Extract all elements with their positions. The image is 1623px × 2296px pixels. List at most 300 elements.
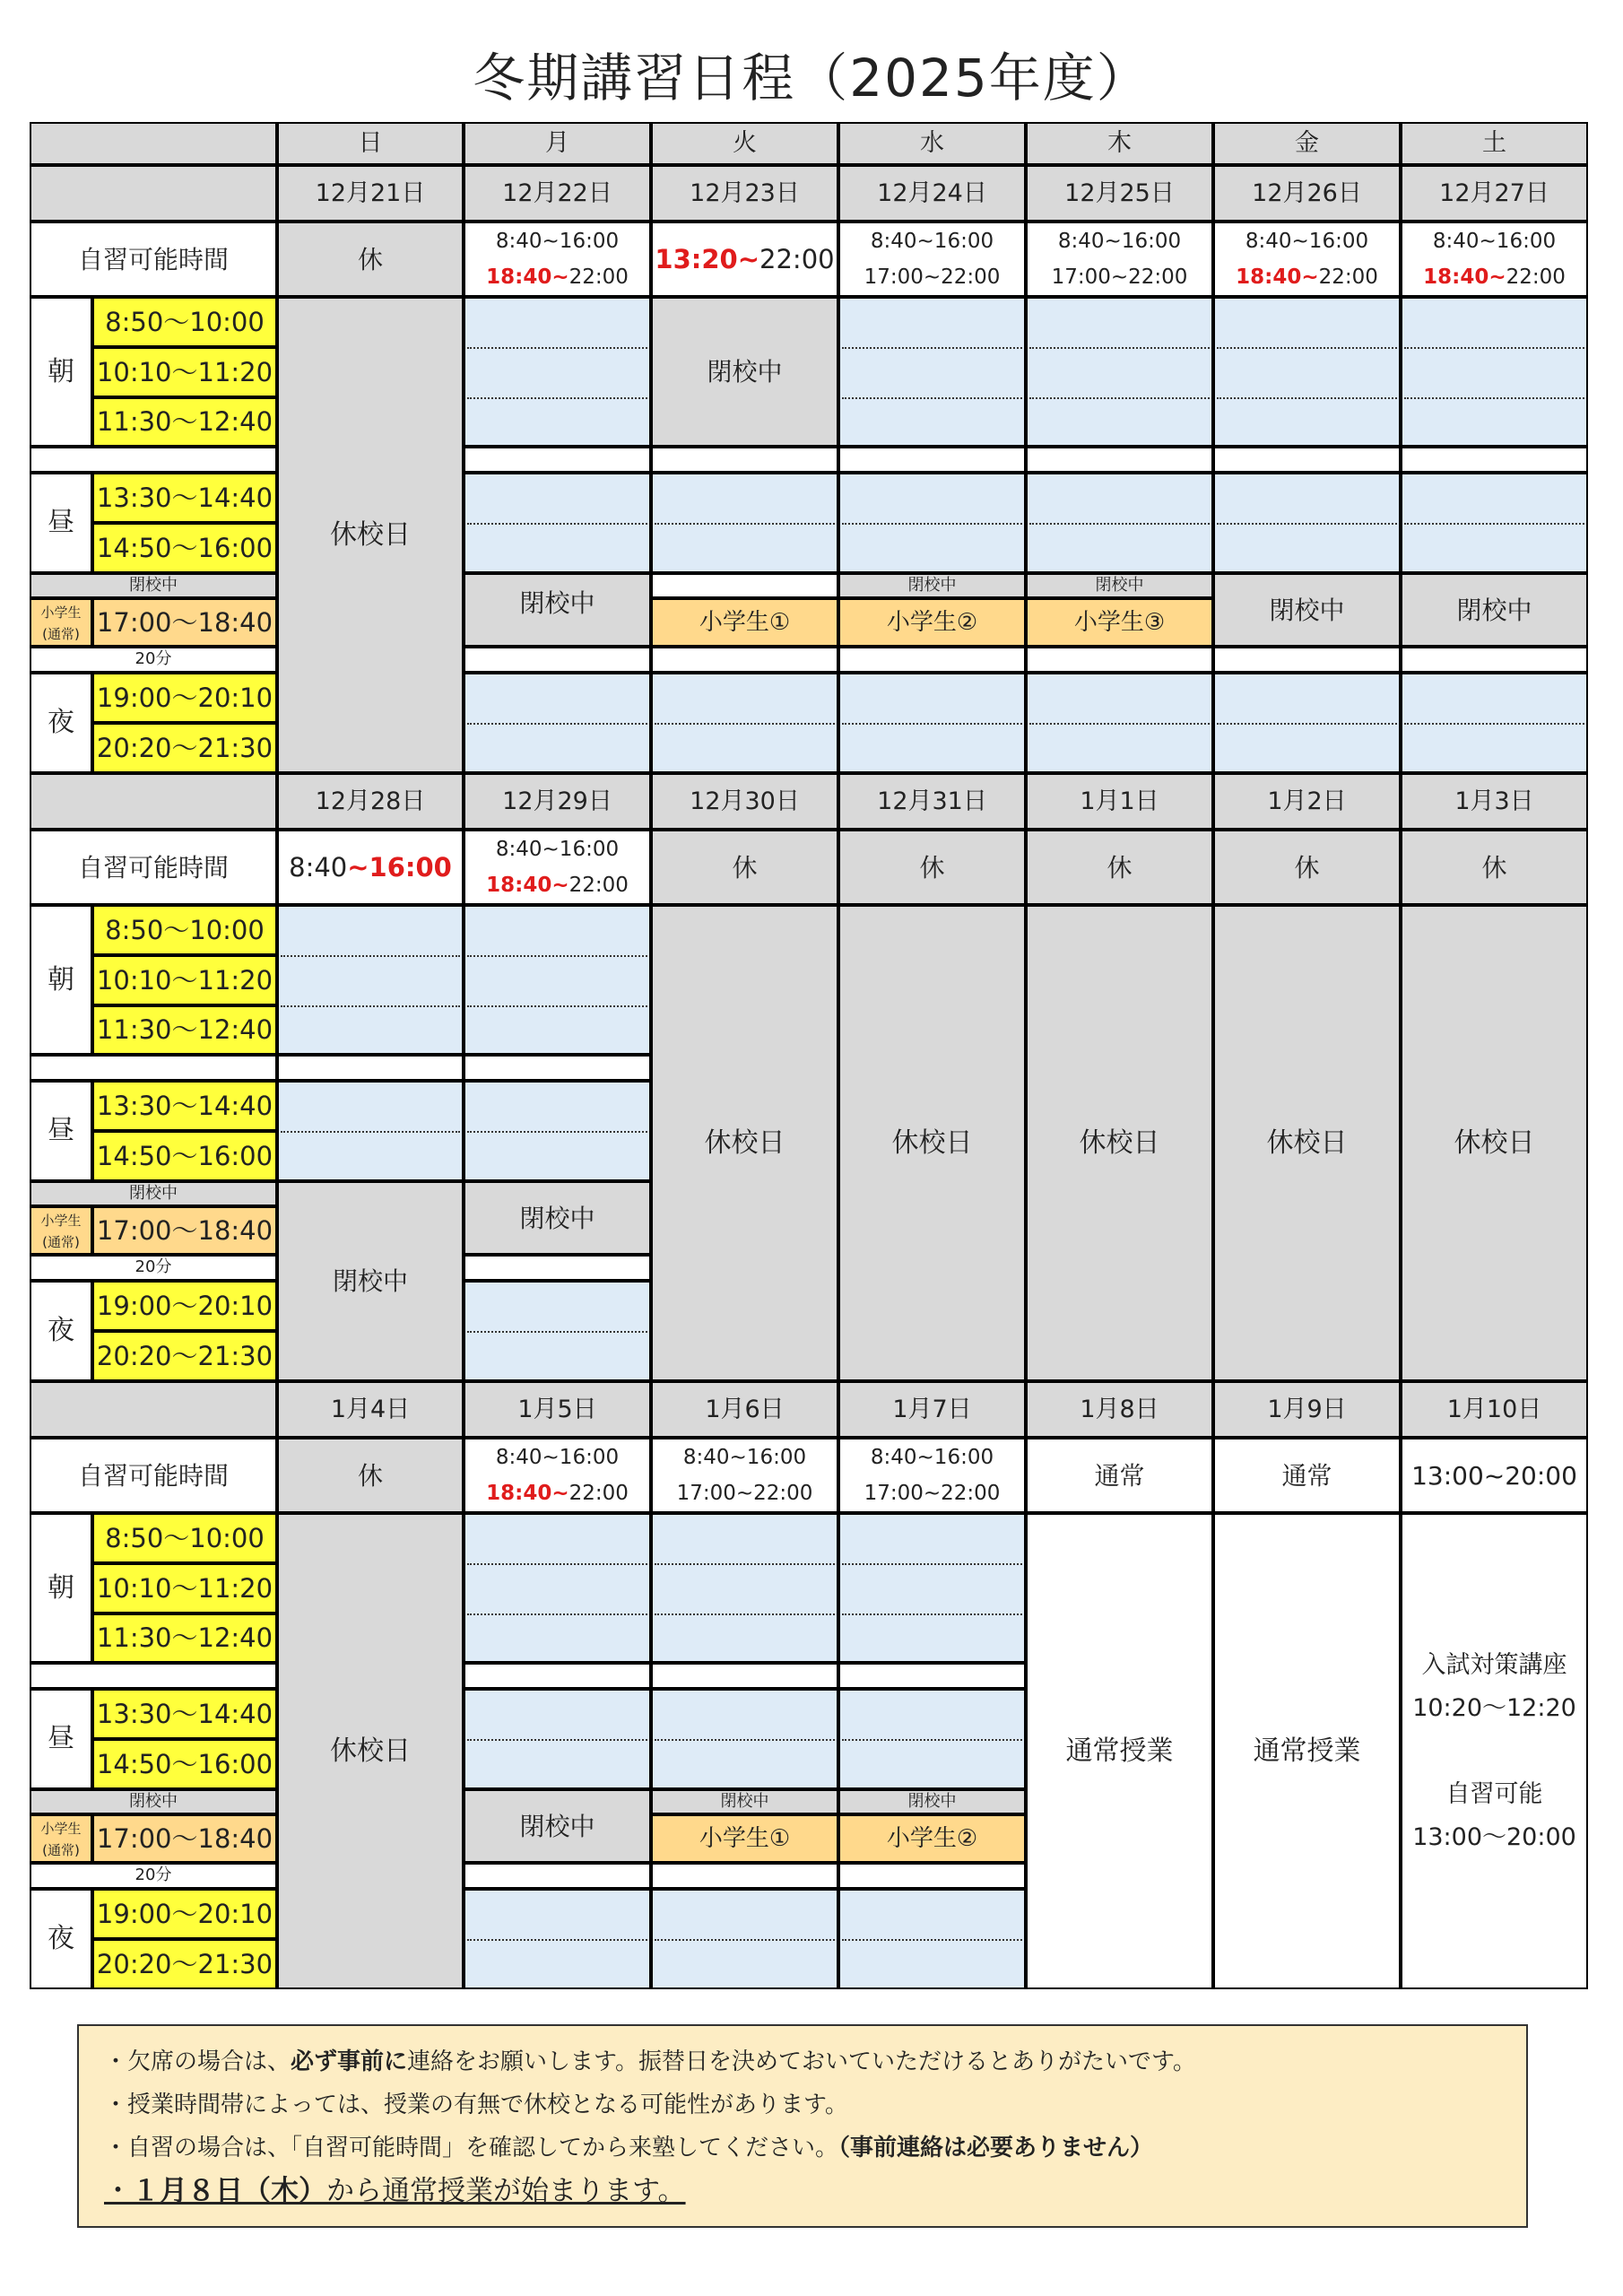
dotted-divider bbox=[467, 397, 647, 399]
self-study-cell-1-1 bbox=[464, 830, 651, 905]
sat-note-line-1: 10:20～12:20 bbox=[1412, 1693, 1576, 1722]
day-col-0-1-break bbox=[464, 647, 651, 673]
day-col-1-2-holiday-text: 休校日 bbox=[704, 1126, 785, 1159]
day-col-0-3-break bbox=[838, 647, 1026, 673]
date-cell-0-4 bbox=[1026, 165, 1213, 222]
period-p3-2 bbox=[92, 1613, 277, 1663]
period-p5-0-text: 14:50～16:00 bbox=[96, 532, 273, 563]
day-col-2-1-morning bbox=[464, 1513, 651, 1663]
day-col-2-3-elementary bbox=[838, 1814, 1026, 1863]
self-study-cell-1-5 bbox=[1213, 830, 1401, 905]
day-col-0-4-elementary bbox=[1026, 598, 1213, 647]
day-col-2-2-morning bbox=[651, 1513, 838, 1663]
period-p8-2 bbox=[92, 1939, 277, 1989]
period-p4-0-text: 13:30～14:40 bbox=[96, 482, 273, 513]
note-1-a: ・欠席の場合は、 bbox=[104, 2048, 291, 2075]
date-cell-2-5 bbox=[1213, 1381, 1401, 1438]
period-p7-0-text: 19:00～20:10 bbox=[96, 682, 273, 713]
date-cell-0-0 bbox=[277, 165, 464, 222]
period-p6-1-text: 17:00～18:40 bbox=[96, 1214, 273, 1246]
period-p5-2-text: 14:50～16:00 bbox=[96, 1748, 273, 1779]
closed-strip-label-1-text: 閉校中 bbox=[129, 1183, 178, 1203]
day-col-0-3-elementary-text: 小学生② bbox=[886, 608, 978, 636]
date-cell-0-4-text: 12月25日 bbox=[1064, 178, 1175, 207]
period-p2-1 bbox=[92, 955, 277, 1005]
self-study-cell-0-2-red: 13:20~ bbox=[655, 243, 760, 274]
gap-row-2 bbox=[30, 1663, 277, 1689]
self-study-cell-1-6-text: 休 bbox=[1481, 852, 1507, 883]
day-col-1-1-closed-text: 閉校中 bbox=[519, 1203, 595, 1233]
day-col-1-0-closed-text: 閉校中 bbox=[332, 1266, 408, 1296]
date-cell-0-6 bbox=[1401, 165, 1588, 222]
morning-label-0 bbox=[30, 297, 92, 447]
day-col-2-3-break bbox=[838, 1863, 1026, 1889]
dotted-divider bbox=[655, 1939, 835, 1941]
weekday-cell-5-text: 金 bbox=[1295, 129, 1319, 158]
dotted-divider bbox=[655, 523, 835, 525]
date-cell-2-2 bbox=[651, 1381, 838, 1438]
period-p7-1-text: 19:00～20:10 bbox=[96, 1290, 273, 1321]
day-col-2-2-elementary-text: 小学生① bbox=[699, 1824, 791, 1852]
closed-strip-label-1 bbox=[30, 1181, 277, 1206]
dotted-divider bbox=[467, 1563, 647, 1565]
day-col-2-4-regular-text: 通常授業 bbox=[1065, 1735, 1174, 1767]
day-col-2-4-regular bbox=[1026, 1513, 1213, 1989]
day-col-2-1-break bbox=[464, 1863, 651, 1889]
day-col-0-5-break bbox=[1213, 647, 1401, 673]
dotted-divider bbox=[281, 955, 460, 957]
date-cell-1-2-text: 12月30日 bbox=[690, 787, 800, 815]
day-col-1-5-holiday-text: 休校日 bbox=[1266, 1126, 1348, 1159]
self-study-cell-2-6 bbox=[1401, 1438, 1588, 1513]
night-label-1 bbox=[30, 1281, 92, 1381]
date-cell-1-3 bbox=[838, 773, 1026, 830]
period-p3-0 bbox=[92, 397, 277, 447]
night-label-0 bbox=[30, 673, 92, 773]
self-study-cell-2-5-text: 通常 bbox=[1281, 1460, 1332, 1491]
day-col-0-2-closed-morning bbox=[651, 297, 838, 447]
period-p3-1-text: 11:30～12:40 bbox=[96, 1014, 273, 1046]
self-study-cell-0-2-line bbox=[655, 243, 834, 275]
day-col-1-1-break bbox=[464, 1255, 651, 1281]
period-p8-2-text: 20:20～21:30 bbox=[96, 1948, 273, 1979]
note-4-c: から通常授業が始まります。 bbox=[326, 2175, 686, 2207]
break-20-label-1-text: 20分 bbox=[135, 1257, 172, 1277]
day-col-0-5-gap bbox=[1213, 447, 1401, 473]
dotted-divider bbox=[467, 347, 647, 349]
self-study-cell-0-4-line2: 17:00~22:00 bbox=[1051, 265, 1188, 289]
self-study-cell-0-0-text: 休 bbox=[357, 244, 383, 274]
self-study-cell-0-1 bbox=[464, 222, 651, 297]
day-col-1-6-holiday bbox=[1401, 905, 1588, 1381]
dotted-divider bbox=[1404, 397, 1584, 399]
date-cell-2-1-text: 1月5日 bbox=[517, 1395, 597, 1423]
dotted-divider bbox=[842, 1613, 1022, 1615]
period-p6-0-text: 17:00～18:40 bbox=[96, 606, 273, 638]
date-cell-1-1-text: 12月29日 bbox=[502, 787, 612, 815]
day-col-0-1-morning bbox=[464, 297, 651, 447]
date-cell-0-5-text: 12月26日 bbox=[1252, 178, 1362, 207]
self-study-label-1 bbox=[30, 830, 277, 905]
day-col-1-0-morning bbox=[277, 905, 464, 1055]
date-cell-1-1 bbox=[464, 773, 651, 830]
dotted-divider bbox=[1029, 723, 1210, 725]
elementary-tag-line2-1: (通常) bbox=[42, 1234, 80, 1250]
self-study-cell-2-0 bbox=[277, 1438, 464, 1513]
period-p4-1 bbox=[92, 1081, 277, 1131]
day-col-0-3-morning bbox=[838, 297, 1026, 447]
day-col-0-4-gap bbox=[1026, 447, 1213, 473]
self-study-cell-2-1-line1: 8:40~16:00 bbox=[495, 1446, 620, 1469]
gap-row-1 bbox=[30, 1055, 277, 1081]
date-cell-1-0 bbox=[277, 773, 464, 830]
self-study-cell-0-6-end: 22:00 bbox=[1506, 265, 1566, 289]
day-col-2-3-morning bbox=[838, 1513, 1026, 1663]
self-study-cell-2-3 bbox=[838, 1438, 1026, 1513]
self-study-cell-2-2-line2: 17:00~22:00 bbox=[676, 1482, 813, 1505]
period-p4-1-text: 13:30～14:40 bbox=[96, 1090, 273, 1121]
closed-strip-label-2 bbox=[30, 1789, 277, 1814]
dotted-divider bbox=[655, 1739, 835, 1741]
period-p8-1-text: 20:20～21:30 bbox=[96, 1340, 273, 1371]
day-col-1-3-holiday bbox=[838, 905, 1026, 1381]
self-study-cell-1-0-line bbox=[289, 851, 452, 883]
self-study-cell-1-4 bbox=[1026, 830, 1213, 905]
self-study-cell-0-3 bbox=[838, 222, 1026, 297]
self-study-cell-0-4-line1: 8:40~16:00 bbox=[1057, 230, 1182, 253]
day-col-0-2-elementary bbox=[651, 598, 838, 647]
day-col-0-6-gap bbox=[1401, 447, 1588, 473]
note-3 bbox=[104, 2126, 1501, 2170]
note-1-c: 連絡をお願いします。振替日を決めておいていただけるとありがたいです。 bbox=[407, 2048, 1196, 2075]
day-col-1-3-holiday-text: 休校日 bbox=[891, 1126, 973, 1159]
self-study-cell-2-2-line1: 8:40~16:00 bbox=[682, 1446, 807, 1469]
period-p5-1-text: 14:50～16:00 bbox=[96, 1140, 273, 1171]
period-p7-0 bbox=[92, 673, 277, 723]
period-p1-2 bbox=[92, 1513, 277, 1563]
period-p7-1 bbox=[92, 1281, 277, 1331]
date-cell-2-6 bbox=[1401, 1381, 1588, 1438]
dotted-divider bbox=[1404, 723, 1584, 725]
day-col-2-2-closed-strip-text: 閉校中 bbox=[720, 1791, 769, 1811]
weekday-cell-1 bbox=[464, 122, 651, 165]
date-cell-1-6 bbox=[1401, 773, 1588, 830]
self-study-cell-1-6 bbox=[1401, 830, 1588, 905]
period-p7-2-text: 19:00～20:10 bbox=[96, 1898, 273, 1929]
night-label-1-text: 夜 bbox=[48, 1315, 74, 1347]
day-col-0-2-break bbox=[651, 647, 838, 673]
self-study-cell-2-6-text: 13:00~20:00 bbox=[1411, 1460, 1577, 1491]
self-study-label-1-text: 自習可能時間 bbox=[77, 852, 229, 883]
dotted-divider bbox=[842, 1939, 1022, 1941]
self-study-cell-0-2 bbox=[651, 222, 838, 297]
note-1 bbox=[104, 2040, 1501, 2083]
day-col-1-4-holiday bbox=[1026, 905, 1213, 1381]
self-study-cell-0-5-end: 22:00 bbox=[1318, 265, 1378, 289]
weekday-cell-2 bbox=[651, 122, 838, 165]
period-p5-0 bbox=[92, 523, 277, 573]
noon-label-2-text: 昼 bbox=[48, 1723, 74, 1755]
self-study-cell-1-1-line1: 8:40~16:00 bbox=[495, 838, 620, 861]
self-study-cell-2-5 bbox=[1213, 1438, 1401, 1513]
break-20-label-2 bbox=[30, 1863, 277, 1889]
elementary-tag-1 bbox=[30, 1206, 92, 1255]
day-col-0-4-elementary-text: 小学生③ bbox=[1073, 608, 1166, 636]
date-cell-2-3-text: 1月7日 bbox=[892, 1395, 972, 1423]
weekday-cell-3 bbox=[838, 122, 1026, 165]
self-study-cell-0-3-line2: 17:00~22:00 bbox=[864, 265, 1001, 289]
self-study-cell-0-1-line1: 8:40~16:00 bbox=[495, 230, 620, 253]
dotted-divider bbox=[1029, 347, 1210, 349]
break-20-label-2-text: 20分 bbox=[135, 1866, 172, 1885]
day-col-2-2-elementary bbox=[651, 1814, 838, 1863]
weekday-cell-6 bbox=[1401, 122, 1588, 165]
date-cell-0-0-text: 12月21日 bbox=[315, 178, 426, 207]
weekday-cell-0-text: 日 bbox=[358, 129, 383, 158]
day-col-1-0-gap bbox=[277, 1055, 464, 1081]
noon-label-1 bbox=[30, 1081, 92, 1181]
day-col-0-2-strip bbox=[651, 573, 838, 598]
note-4-a: ・ bbox=[104, 2175, 132, 2207]
day-col-0-1-closed-text: 閉校中 bbox=[519, 588, 595, 618]
gap-row-0 bbox=[30, 447, 277, 473]
date-cell-0-5 bbox=[1213, 165, 1401, 222]
date-cell-2-4 bbox=[1026, 1381, 1213, 1438]
period-p1-1 bbox=[92, 905, 277, 955]
day-col-0-4-closed-strip-text: 閉校中 bbox=[1095, 575, 1144, 595]
period-p2-1-text: 10:10～11:20 bbox=[96, 964, 273, 996]
dotted-divider bbox=[281, 1005, 460, 1007]
self-study-cell-2-3-line2: 17:00~22:00 bbox=[864, 1482, 1001, 1505]
break-20-label-1 bbox=[30, 1255, 277, 1281]
note-1-bold: 必ず事前に bbox=[291, 2048, 408, 2075]
day-col-1-1-morning bbox=[464, 905, 651, 1055]
night-label-2 bbox=[30, 1889, 92, 1989]
self-study-cell-0-1-red: 18:40~ bbox=[486, 265, 569, 289]
period-p8-0-text: 20:20～21:30 bbox=[96, 732, 273, 763]
closed-strip-label-0-text: 閉校中 bbox=[129, 575, 178, 595]
period-p1-2-text: 8:50～10:00 bbox=[105, 1522, 265, 1553]
period-p8-1 bbox=[92, 1331, 277, 1381]
noon-label-0 bbox=[30, 473, 92, 573]
dotted-divider bbox=[842, 723, 1022, 725]
day-col-2-0-holiday-text: 休校日 bbox=[330, 1735, 411, 1767]
period-p1-0-text: 8:50～10:00 bbox=[105, 306, 265, 337]
day-col-0-0-holiday bbox=[277, 297, 464, 773]
day-col-0-2-closed-morning-text: 閉校中 bbox=[707, 357, 783, 387]
day-col-0-4-closed-strip bbox=[1026, 573, 1213, 598]
morning-label-2 bbox=[30, 1513, 92, 1663]
dotted-divider bbox=[467, 1005, 647, 1007]
self-study-cell-1-2 bbox=[651, 830, 838, 905]
day-col-2-2-closed-strip bbox=[651, 1789, 838, 1814]
period-p3-2-text: 11:30～12:40 bbox=[96, 1622, 273, 1654]
sat-note-line-3: 13:00～20:00 bbox=[1412, 1822, 1576, 1851]
dotted-divider bbox=[842, 397, 1022, 399]
dotted-divider bbox=[655, 1563, 835, 1565]
self-study-cell-0-6 bbox=[1401, 222, 1588, 297]
day-col-0-5-closed-text: 閉校中 bbox=[1269, 595, 1345, 625]
noon-label-1-text: 昼 bbox=[48, 1115, 74, 1147]
weekday-cell-1-text: 月 bbox=[545, 129, 569, 158]
morning-label-0-text: 朝 bbox=[48, 355, 74, 387]
elementary-tag-line1-1: 小学生 bbox=[40, 1213, 82, 1229]
self-study-cell-1-4-text: 休 bbox=[1107, 852, 1133, 883]
self-study-cell-2-3-line1: 8:40~16:00 bbox=[870, 1446, 994, 1469]
day-col-2-3-elementary-text: 小学生② bbox=[886, 1824, 978, 1852]
self-study-label-0 bbox=[30, 222, 277, 297]
self-study-cell-2-1-end: 22:00 bbox=[568, 1482, 629, 1505]
date-row-header-2 bbox=[30, 1381, 277, 1438]
self-study-cell-0-1-end: 22:00 bbox=[568, 265, 629, 289]
self-study-cell-2-1-red: 18:40~ bbox=[486, 1482, 569, 1505]
day-col-0-5-morning bbox=[1213, 297, 1401, 447]
break-20-label-0-text: 20分 bbox=[135, 649, 172, 669]
date-cell-1-5 bbox=[1213, 773, 1401, 830]
date-cell-1-3-text: 12月31日 bbox=[877, 787, 987, 815]
day-col-0-2-gap bbox=[651, 447, 838, 473]
date-cell-2-5-text: 1月9日 bbox=[1267, 1395, 1347, 1423]
period-p1-0 bbox=[92, 297, 277, 347]
self-study-cell-1-3 bbox=[838, 830, 1026, 905]
day-col-0-4-morning bbox=[1026, 297, 1213, 447]
date-cell-0-3 bbox=[838, 165, 1026, 222]
day-col-0-2-elementary-text: 小学生① bbox=[699, 608, 791, 636]
day-col-2-3-gap bbox=[838, 1663, 1026, 1689]
date-cell-1-0-text: 12月28日 bbox=[315, 787, 426, 815]
dotted-divider bbox=[281, 1131, 460, 1133]
notes-box bbox=[77, 2024, 1528, 2228]
sat-note-line-2: 自習可能 bbox=[1445, 1779, 1543, 1808]
period-p2-0-text: 10:10～11:20 bbox=[96, 356, 273, 387]
period-p3-0-text: 11:30～12:40 bbox=[96, 406, 273, 438]
self-study-cell-1-0-start: 8:40 bbox=[289, 851, 348, 883]
weekday-cell-6-text: 土 bbox=[1482, 129, 1506, 158]
period-p4-2-text: 13:30～14:40 bbox=[96, 1698, 273, 1729]
self-study-cell-0-0 bbox=[277, 222, 464, 297]
date-cell-0-3-text: 12月24日 bbox=[877, 178, 987, 207]
period-p1-1-text: 8:50～10:00 bbox=[105, 914, 265, 945]
dotted-divider bbox=[1217, 347, 1397, 349]
weekday-cell-4 bbox=[1026, 122, 1213, 165]
weekday-cell-4-text: 木 bbox=[1107, 129, 1132, 158]
date-cell-2-0 bbox=[277, 1381, 464, 1438]
noon-label-0-text: 昼 bbox=[48, 507, 74, 539]
dotted-divider bbox=[1404, 523, 1584, 525]
period-p4-2 bbox=[92, 1689, 277, 1739]
self-study-label-2-text: 自習可能時間 bbox=[77, 1460, 229, 1491]
dotted-divider bbox=[842, 1739, 1022, 1741]
day-col-0-6-morning bbox=[1401, 297, 1588, 447]
self-study-cell-1-5-text: 休 bbox=[1294, 852, 1320, 883]
day-col-2-1-closed bbox=[464, 1789, 651, 1863]
self-study-cell-0-5 bbox=[1213, 222, 1401, 297]
weekday-cell-5 bbox=[1213, 122, 1401, 165]
period-p6-0 bbox=[92, 598, 277, 647]
elementary-tag-line1-2: 小学生 bbox=[40, 1821, 82, 1837]
period-p2-0 bbox=[92, 347, 277, 397]
sat-note-line-0: 入試対策講座 bbox=[1421, 1650, 1567, 1679]
date-cell-0-6-text: 12月27日 bbox=[1439, 178, 1549, 207]
day-col-0-3-elementary bbox=[838, 598, 1026, 647]
self-study-cell-2-4 bbox=[1026, 1438, 1213, 1513]
morning-label-1 bbox=[30, 905, 92, 1055]
day-col-2-5-regular bbox=[1213, 1513, 1401, 1989]
self-study-cell-0-1-line2 bbox=[486, 259, 629, 295]
date-row-header-0 bbox=[30, 165, 277, 222]
dotted-divider bbox=[467, 1939, 647, 1941]
weekday-row-header bbox=[30, 122, 277, 165]
dotted-divider bbox=[1029, 523, 1210, 525]
self-study-cell-2-1-line2 bbox=[486, 1475, 629, 1511]
day-col-0-6-break bbox=[1401, 647, 1588, 673]
self-study-label-0-text: 自習可能時間 bbox=[77, 244, 229, 274]
period-p4-0 bbox=[92, 473, 277, 523]
self-study-cell-0-5-line1: 8:40~16:00 bbox=[1245, 230, 1369, 253]
dotted-divider bbox=[467, 955, 647, 957]
period-p6-1 bbox=[92, 1206, 277, 1255]
closed-strip-label-0 bbox=[30, 573, 277, 598]
date-cell-2-6-text: 1月10日 bbox=[1446, 1395, 1542, 1423]
date-cell-1-2 bbox=[651, 773, 838, 830]
period-p6-2-text: 17:00～18:40 bbox=[96, 1822, 273, 1854]
dotted-divider bbox=[1217, 397, 1397, 399]
closed-strip-label-2-text: 閉校中 bbox=[129, 1791, 178, 1811]
day-col-2-1-closed-text: 閉校中 bbox=[519, 1811, 595, 1841]
dotted-divider bbox=[842, 347, 1022, 349]
dotted-divider bbox=[467, 1613, 647, 1615]
self-study-cell-1-0 bbox=[277, 830, 464, 905]
note-4-underline bbox=[104, 2175, 686, 2207]
date-cell-1-5-text: 1月2日 bbox=[1267, 787, 1347, 815]
noon-label-2 bbox=[30, 1689, 92, 1789]
elementary-tag-line2-2: (通常) bbox=[42, 1842, 80, 1858]
self-study-cell-1-0-red: ~16:00 bbox=[347, 851, 452, 883]
self-study-cell-0-5-line2 bbox=[1236, 259, 1378, 295]
weekday-cell-3-text: 水 bbox=[920, 129, 944, 158]
date-cell-0-2-text: 12月23日 bbox=[690, 178, 800, 207]
period-p3-1 bbox=[92, 1005, 277, 1055]
day-col-0-5-closed bbox=[1213, 573, 1401, 647]
day-col-2-3-closed-strip-text: 閉校中 bbox=[907, 1791, 957, 1811]
dotted-divider bbox=[1404, 347, 1584, 349]
self-study-cell-2-1 bbox=[464, 1438, 651, 1513]
self-study-cell-0-6-red: 18:40~ bbox=[1423, 265, 1506, 289]
self-study-label-2 bbox=[30, 1438, 277, 1513]
dotted-divider bbox=[842, 1563, 1022, 1565]
date-cell-2-1 bbox=[464, 1381, 651, 1438]
day-col-2-1-gap bbox=[464, 1663, 651, 1689]
self-study-cell-0-5-red: 18:40~ bbox=[1236, 265, 1319, 289]
day-col-1-1-gap bbox=[464, 1055, 651, 1081]
date-cell-2-2-text: 1月6日 bbox=[705, 1395, 785, 1423]
day-col-1-1-closed bbox=[464, 1181, 651, 1255]
date-cell-2-4-text: 1月8日 bbox=[1080, 1395, 1159, 1423]
day-col-0-4-break bbox=[1026, 647, 1213, 673]
elementary-tag-line1-0: 小学生 bbox=[40, 604, 82, 621]
self-study-cell-1-2-text: 休 bbox=[732, 852, 758, 883]
dotted-divider bbox=[655, 1613, 835, 1615]
page-title: 冬期講習日程（2025年度） bbox=[473, 48, 1150, 109]
dotted-divider bbox=[1217, 723, 1397, 725]
date-cell-0-1 bbox=[464, 165, 651, 222]
day-col-1-0-closed bbox=[277, 1181, 464, 1381]
date-cell-1-6-text: 1月3日 bbox=[1454, 787, 1534, 815]
dotted-divider bbox=[1029, 397, 1210, 399]
day-col-2-0-holiday bbox=[277, 1513, 464, 1989]
period-p6-2 bbox=[92, 1814, 277, 1863]
note-4 bbox=[104, 2170, 1501, 2213]
